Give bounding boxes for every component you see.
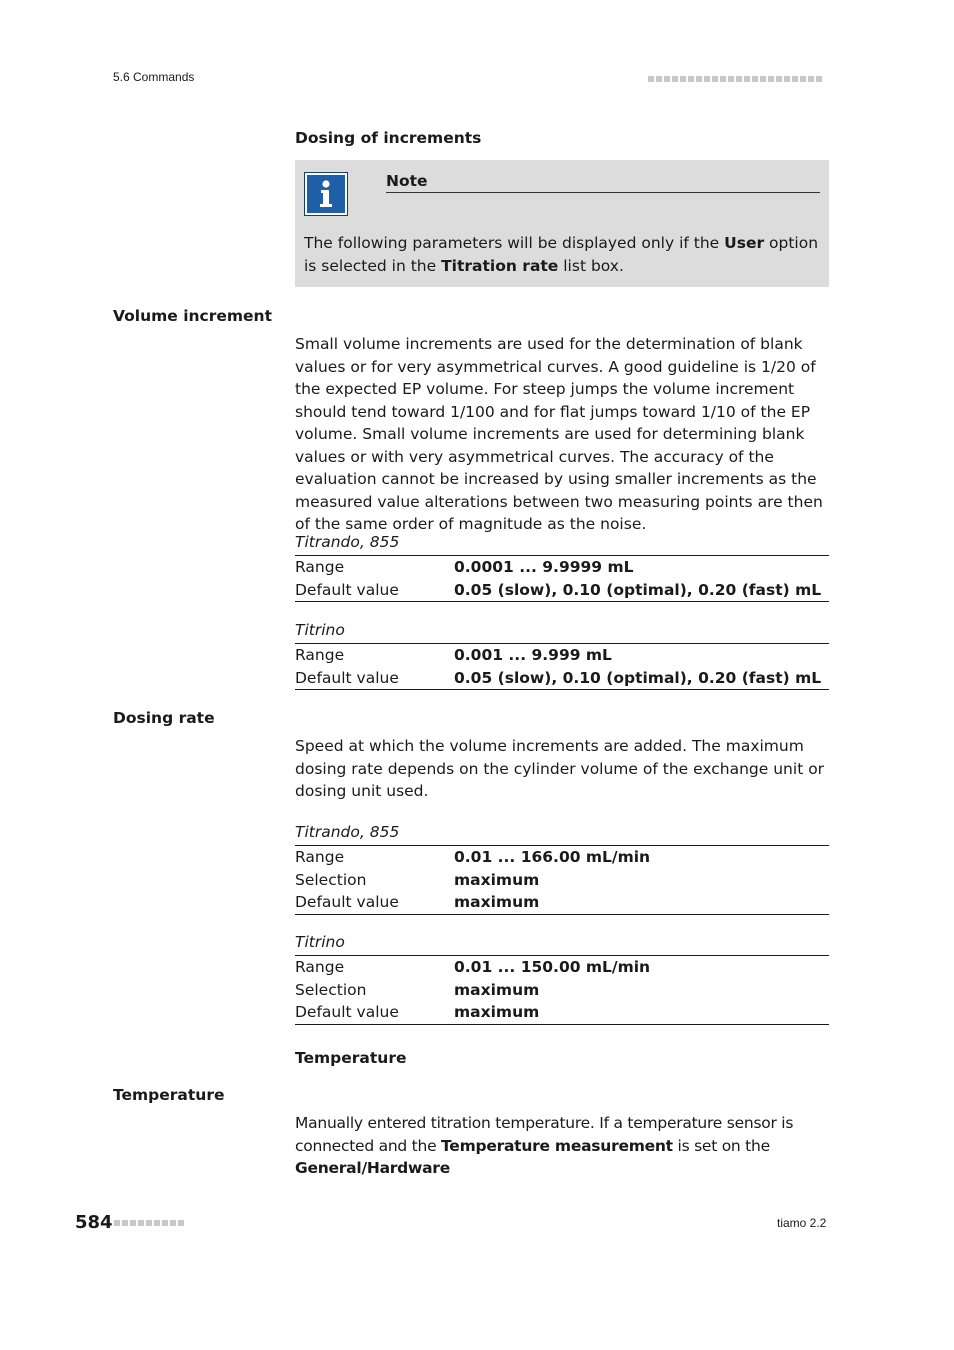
- temperature-bold-hardware: General/Hardware: [295, 1159, 450, 1177]
- row-label: Range: [295, 558, 345, 577]
- table-row: [295, 869, 829, 892]
- table-row: [295, 956, 829, 979]
- row-label: Range: [295, 646, 345, 665]
- row-label: Selection: [295, 980, 367, 999]
- parameter-table: [295, 845, 829, 915]
- table-row: [295, 579, 829, 602]
- note-divider: [386, 192, 820, 193]
- table-row: [295, 891, 829, 914]
- table-caption: Titrando, 855: [295, 823, 400, 841]
- table-row: [295, 556, 829, 579]
- row-label: Range: [295, 848, 345, 867]
- temperature-bold-measurement: Temperature measurement: [441, 1136, 673, 1155]
- volume-increment-description: Small volume increments are used for the determination of blank values or for very asymmetrical curves. A good guideline is 1/20 of the expected EP volume. For steep jumps the volume increment should tend toward 1/100 and for flat jumps toward 1/10 of the EP volume. Small volume increments are used for determining blank values or with very asymmetrical curves. The accuracy of the evaluation cannot be increased by using smaller increments as the measured value alterations between two measuring points are then of the same order of magnitude as the noise.: [295, 335, 823, 533]
- footer-decoration-dots: [114, 1220, 184, 1226]
- row-label: Default value: [295, 893, 399, 912]
- row-value: maximum: [454, 893, 540, 912]
- table-row: [295, 979, 829, 1002]
- row-value: 0.05 (slow), 0.10 (optimal), 0.20 (fast) mL: [454, 668, 822, 687]
- row-value: maximum: [454, 870, 540, 889]
- table-caption: Titrando, 855: [295, 533, 400, 551]
- product-name: tiamo 2.2: [777, 1216, 827, 1230]
- running-header-section: 5.6 Commands: [113, 70, 195, 84]
- note-bold-titration-rate: Titration rate: [441, 256, 559, 275]
- note-bold-user: User: [724, 234, 765, 252]
- page-number: 584: [75, 1212, 113, 1233]
- temperature-heading: Temperature: [295, 1049, 407, 1067]
- row-label: Selection: [295, 870, 367, 889]
- row-value: 0.05 (slow), 0.10 (optimal), 0.20 (fast) mL: [454, 580, 822, 599]
- row-label: Range: [295, 958, 345, 977]
- dosing-rate-label: Dosing rate: [113, 709, 215, 727]
- table-row: [295, 667, 829, 690]
- temperature-label: Temperature: [113, 1086, 225, 1104]
- dosing-increments-heading: Dosing of increments: [295, 129, 482, 147]
- row-label: Default value: [295, 1003, 399, 1022]
- table-caption: Titrino: [295, 621, 345, 639]
- parameter-table: [295, 955, 829, 1025]
- parameter-table: [295, 555, 829, 602]
- note-text: The following parameters will be displayed only if the User option is selected in the Titration rate list box.: [304, 234, 819, 275]
- table-row: [295, 644, 829, 667]
- volume-increment-label: Volume increment: [113, 307, 273, 325]
- row-label: Default value: [295, 580, 399, 599]
- info-icon: [304, 172, 348, 216]
- table-row: [295, 846, 829, 869]
- row-value: 0.0001 ... 9.9999 mL: [454, 558, 634, 577]
- note-box: [295, 160, 829, 287]
- row-value: 0.01 ... 166.00 mL/min: [454, 848, 651, 867]
- dosing-rate-description: Speed at which the volume increments are added. The maximum dosing rate depends on the cylinder volume of the exchange unit or dosing unit used.: [295, 737, 825, 800]
- temperature-description: Manually entered titration temperature. If a temperature sensor is connected and the Temperature measurement is set on the General/Hardware: [295, 1114, 794, 1177]
- header-decoration-dots: [648, 76, 822, 82]
- note-title: Note: [386, 172, 428, 190]
- row-value: 0.001 ... 9.999 mL: [454, 646, 612, 665]
- table-row: [295, 1001, 829, 1024]
- row-label: Default value: [295, 668, 399, 687]
- row-value: maximum: [454, 1003, 540, 1022]
- row-value: 0.01 ... 150.00 mL/min: [454, 958, 651, 977]
- parameter-table: [295, 643, 829, 690]
- row-value: maximum: [454, 980, 540, 999]
- table-caption: Titrino: [295, 933, 345, 951]
